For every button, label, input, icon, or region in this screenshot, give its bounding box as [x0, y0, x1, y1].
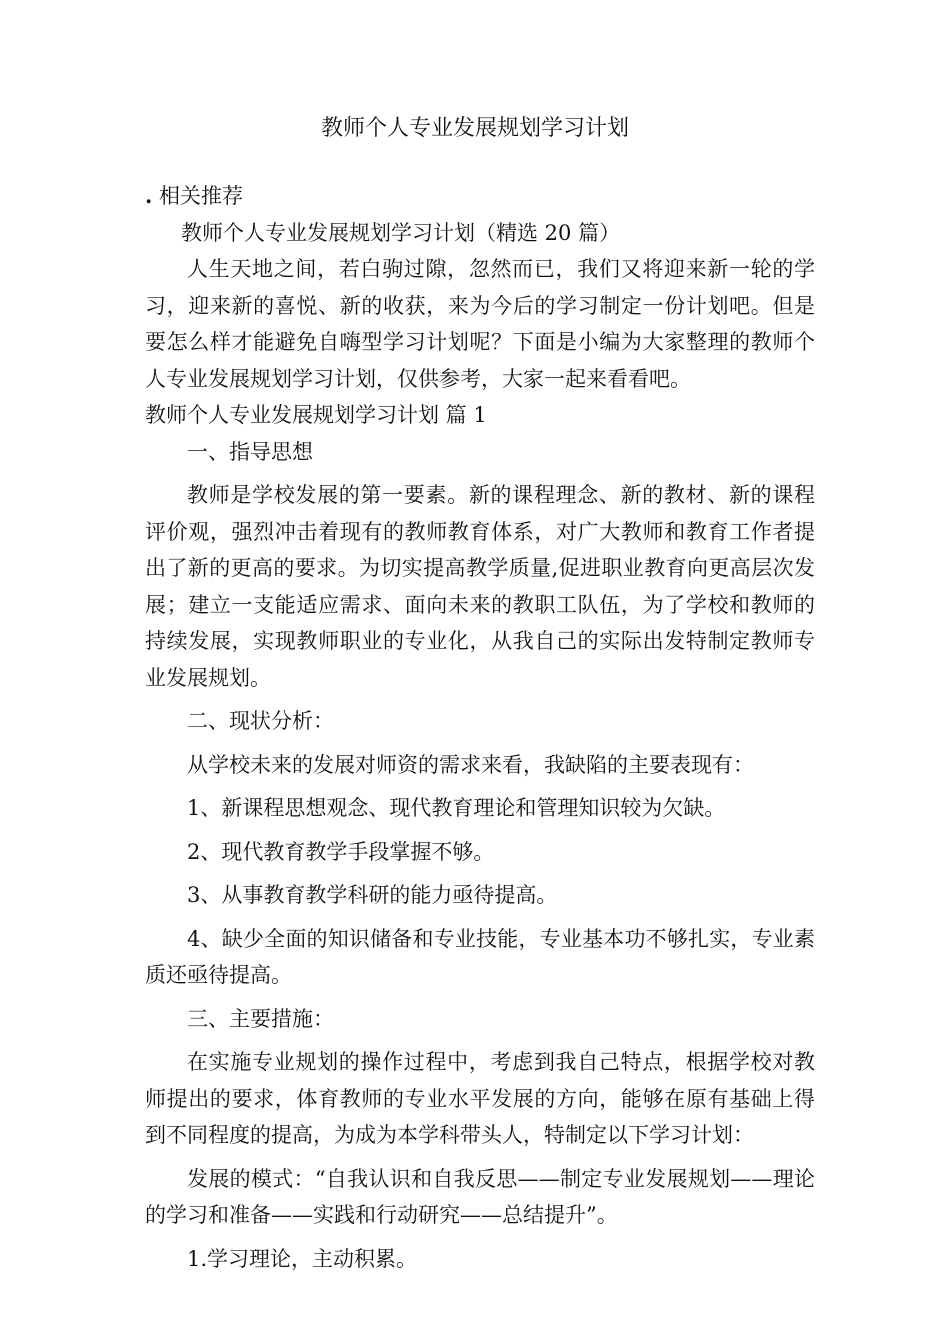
guiding-paragraph: 教师是学校发展的第一要素。新的课程理念、新的教材、新的课程评价观，强烈冲击着现有的教师教育体系，对广大教师和教育工作者提出了新的更高的要求。为切实提高教学质量,促进职业教育向更高层次发展；建立一支能适应需求、面向未来的教职工队伍，为了学校和教师的持续发展，实现教师职业的专业化，从我自己的实际出发特制定教师专业发展规划。: [145, 483, 815, 690]
development-mode-paragraph: 发展的模式：“自我认识和自我反思——制定专业发展规划——理论的学习和准备——实践和行动研究——总结提升”。: [145, 1166, 815, 1227]
intro-paragraph: 人生天地之间，若白驹过隙，忽然而已，我们又将迎来新一轮的学习，迎来新的喜悦、新的收获，来为今后的学习制定一份计划吧。但是要怎么样才能避免自嗨型学习计划呢？下面是小编为大家整理的教师个人专业发展规划学习计划，仅供参考，大家一起来看看吧。: [145, 257, 815, 391]
status-item-1: 1、新课程思想观念、现代教育理论和管理知识较为欠缺。: [187, 796, 726, 820]
chapter-heading: 教师个人专业发展规划学习计划 篇 1: [145, 403, 487, 427]
status-item-4: 4、缺少全面的知识储备和专业技能，专业基本功不够扎实，专业素质还亟待提高。: [145, 926, 815, 987]
document-body: [145, 178, 815, 1277]
measures-paragraph: 在实施专业规划的操作过程中，考虑到我自己特点，根据学校对教师提出的要求，体育教师的专业水平发展的方向，能够在原有基础上得到不同程度的提高，为成为本学科带头人，特制定以下学习计划：: [145, 1050, 815, 1147]
related-heading: [145, 178, 815, 215]
related-label: 相关推荐: [159, 184, 243, 208]
bullet-icon: .: [145, 183, 153, 208]
section-heading-guiding: 一、指导思想: [187, 439, 313, 464]
section-heading-measures: 三、主要措施：: [187, 1006, 334, 1031]
step-1-heading: 1.学习理论，主动积累。: [187, 1246, 418, 1271]
status-item-3: 3、从事教育教学科研的能力亟待提高。: [187, 883, 558, 907]
document-title: 教师个人专业发展规划学习计划: [320, 116, 629, 141]
related-link[interactable]: 教师个人专业发展规划学习计划（精选 20 篇）: [181, 220, 621, 245]
section-heading-status: 二、现状分析：: [187, 709, 334, 733]
status-lead: 从学校未来的发展对师资的需求来看，我缺陷的主要表现有：: [187, 752, 754, 777]
status-item-2: 2、现代教育教学手段掌握不够。: [187, 839, 495, 864]
